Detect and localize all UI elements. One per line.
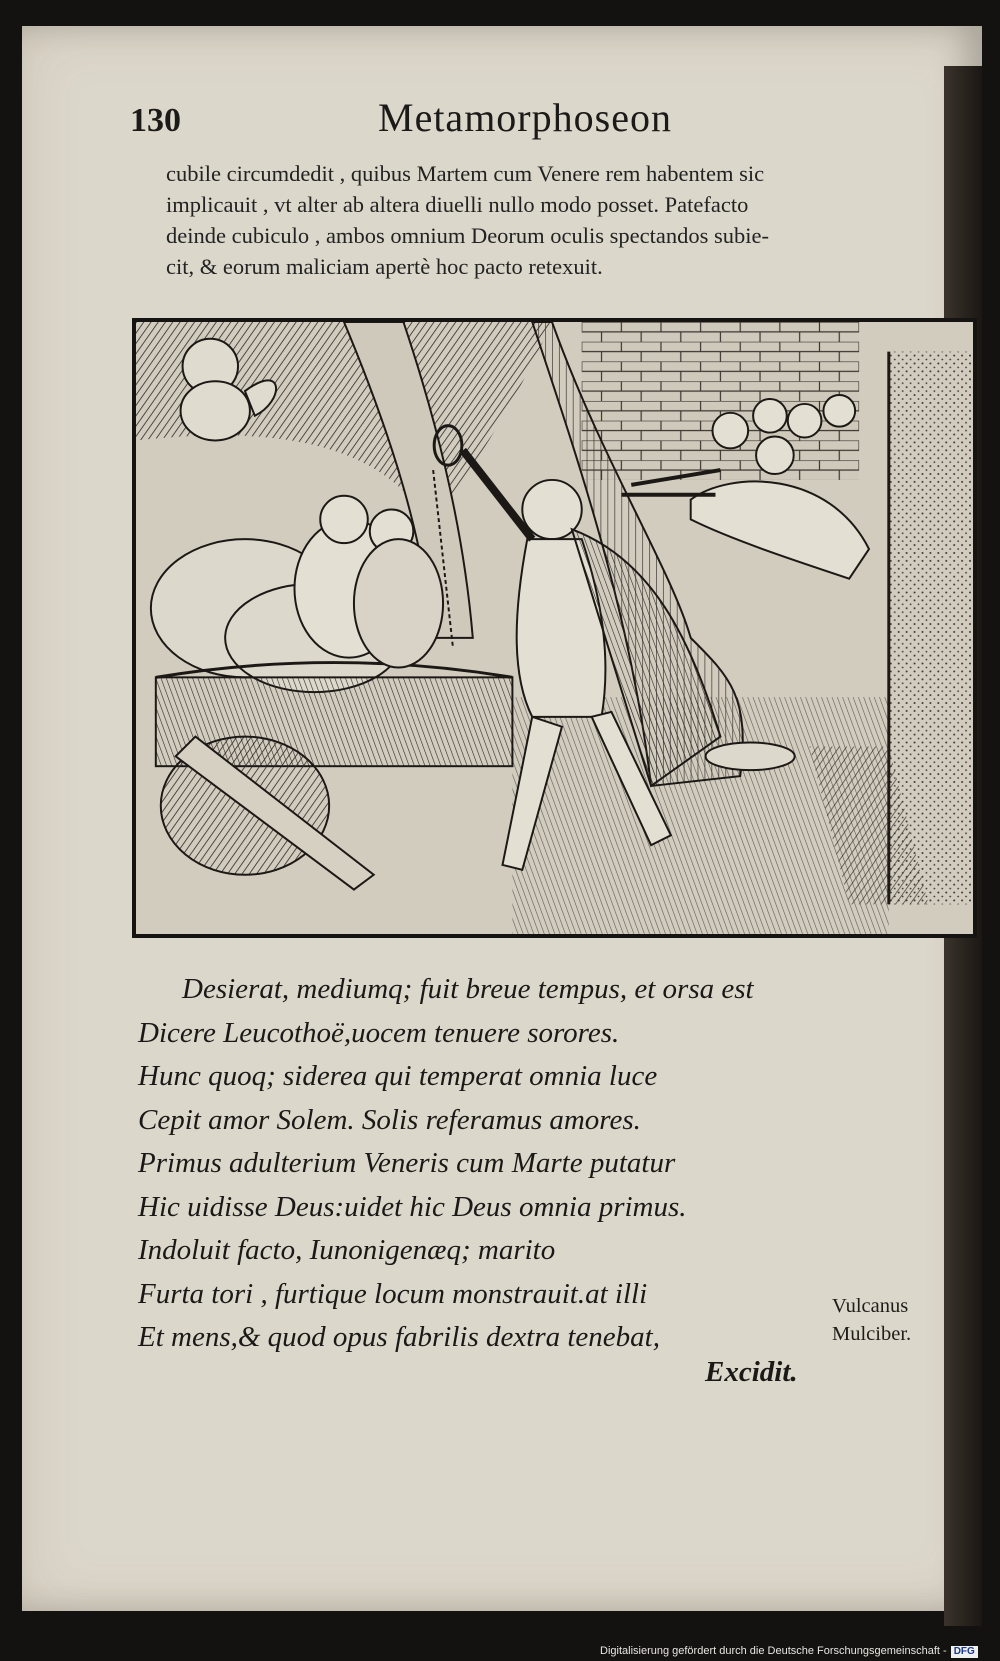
verse-line: Hunc quoq; siderea qui temperat omnia luce: [138, 1060, 658, 1092]
verse-line: Furta tori , furtique locum monstrauit.at illi: [138, 1277, 648, 1310]
verse-line: Indoluit facto, Iunonigenæq; marito: [138, 1234, 556, 1266]
credit-text: Digitalisierung gefördert durch die Deutsche Forschungsgemeinschaft -: [600, 1645, 947, 1657]
digitization-credit: [600, 1645, 998, 1661]
running-title: Metamorphoseon: [378, 95, 672, 140]
woodcut-scene-icon: [136, 322, 973, 934]
verse-line: Cepit amor Solem. Solis referamus amores.: [138, 1103, 641, 1136]
verse-line: Et mens,& quod opus fabrilis dextra tenebat,: [138, 1321, 660, 1353]
intro-line: deinde cubiculo , ambos omnium Deorum oculis spectandos subie-: [166, 223, 770, 248]
marginal-note-line: Vulcanus: [832, 1295, 909, 1317]
intro-line: implicauit , vt alter ab altera diuelli nullo modo posset. Patefacto: [166, 192, 749, 217]
dfg-logo-icon[interactable]: DFG: [951, 1646, 978, 1658]
marginal-note-line: Mulciber.: [832, 1323, 912, 1345]
page-number: 130: [130, 102, 181, 139]
woodcut-illustration: [132, 318, 977, 938]
verse-line: Dicere Leucothoë,uocem tenuere sorores.: [138, 1016, 620, 1049]
intro-paragraph: [166, 158, 956, 282]
page-header: [130, 88, 730, 148]
marginal-note: [832, 1292, 962, 1348]
intro-line: cit, & eorum maliciam apertè hoc pacto retexuit.: [166, 254, 603, 279]
intro-line: cubile circumdedit , quibus Martem cum Venere rem habentem sic: [166, 161, 765, 186]
verse-line: Hic uidisse Deus:uidet hic Deus omnia primus.: [138, 1190, 687, 1223]
verse-continuation: Excidit.: [705, 1356, 798, 1388]
verse-block: [138, 968, 818, 1360]
verse-line: Primus adulterium Veneris cum Marte putatur: [138, 1147, 676, 1179]
verse-line: Desierat, mediumq; fuit breue tempus, et orsa est: [182, 973, 754, 1005]
